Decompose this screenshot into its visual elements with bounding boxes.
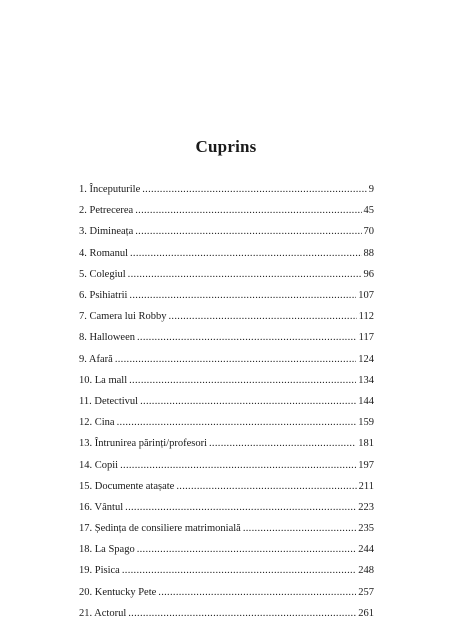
dot-leader bbox=[137, 544, 357, 555]
toc-entry bbox=[79, 454, 374, 475]
dot-leader bbox=[122, 565, 356, 576]
dot-leader bbox=[135, 205, 361, 216]
dot-leader bbox=[137, 332, 357, 343]
dot-leader bbox=[125, 502, 356, 513]
toc-entry-page-number: 223 bbox=[358, 501, 374, 513]
toc-entry-title: 16. Vântul bbox=[79, 501, 124, 513]
toc-entry bbox=[79, 518, 374, 539]
dot-leader bbox=[128, 608, 356, 619]
toc-entry-page-number: 244 bbox=[358, 544, 374, 556]
dot-leader bbox=[169, 311, 357, 322]
toc-entry-title: 7. Camera lui Robby bbox=[79, 311, 167, 323]
toc-entry-page-number: 88 bbox=[363, 247, 374, 259]
toc-entry bbox=[79, 306, 374, 327]
dot-leader bbox=[135, 226, 361, 237]
dot-leader bbox=[115, 354, 356, 365]
toc-entry-title: 21. Actorul bbox=[79, 607, 127, 619]
toc-entry-title: 20. Kentucky Pete bbox=[79, 586, 157, 598]
toc-entry bbox=[79, 560, 374, 581]
toc-entry bbox=[79, 179, 374, 200]
toc-entry bbox=[79, 603, 374, 624]
toc-entry-page-number: 134 bbox=[358, 374, 374, 386]
toc-entry bbox=[79, 370, 374, 391]
toc-entry bbox=[79, 433, 374, 454]
toc-entry-page-number: 9 bbox=[368, 184, 374, 196]
dot-leader bbox=[130, 248, 362, 259]
dot-leader bbox=[142, 184, 367, 195]
toc-entry bbox=[79, 349, 374, 370]
toc-entry bbox=[79, 327, 374, 348]
toc-entry-title: 1. Începuturile bbox=[79, 184, 141, 196]
toc-entry bbox=[79, 476, 374, 497]
dot-leader bbox=[158, 587, 356, 598]
toc-entry-page-number: 112 bbox=[358, 311, 374, 323]
toc-entry bbox=[79, 412, 374, 433]
toc-entry bbox=[79, 243, 374, 264]
toc-entry-page-number: 159 bbox=[358, 417, 374, 429]
toc-entry bbox=[79, 391, 374, 412]
toc-entry bbox=[79, 497, 374, 518]
toc-entry-page-number: 124 bbox=[358, 353, 374, 365]
toc-entry-title: 11. Detectivul bbox=[79, 395, 139, 407]
toc-entry-title: 8. Halloween bbox=[79, 332, 135, 344]
dot-leader bbox=[243, 523, 356, 534]
toc-entry-page-number: 181 bbox=[358, 438, 374, 450]
dot-leader bbox=[209, 438, 356, 449]
toc-entry-page-number: 257 bbox=[358, 586, 374, 598]
toc-entry bbox=[79, 539, 374, 560]
toc-title: Cuprins bbox=[195, 137, 257, 156]
toc-entry-title: 17. Ședința de consiliere matrimonială bbox=[79, 523, 241, 535]
toc-entry-title: 19. Pisica bbox=[79, 565, 120, 577]
toc-entry bbox=[79, 285, 374, 306]
toc-entry-title: 10. La mall bbox=[79, 374, 128, 386]
dot-leader bbox=[128, 269, 362, 280]
toc-entry-page-number: 144 bbox=[358, 395, 374, 407]
toc-entry-page-number: 197 bbox=[358, 459, 374, 471]
toc-entry-title: 2. Petrecerea bbox=[79, 205, 134, 217]
toc-entry-title: 12. Cina bbox=[79, 417, 115, 429]
toc-entry-title: 18. La Spago bbox=[79, 544, 135, 556]
toc-entry-title: 4. Romanul bbox=[79, 247, 128, 259]
toc-entry-page-number: 211 bbox=[358, 480, 374, 492]
toc-entry-page-number: 96 bbox=[363, 268, 374, 280]
toc-entry bbox=[79, 200, 374, 221]
toc-entry bbox=[79, 582, 374, 603]
toc-entry-title: 15. Documente atașate bbox=[79, 480, 175, 492]
toc-entry-page-number: 261 bbox=[358, 607, 374, 619]
toc-entry bbox=[79, 221, 374, 242]
toc-entry-title: 13. Întrunirea părinți/profesori bbox=[79, 438, 207, 450]
toc-entry-page-number: 70 bbox=[363, 226, 374, 238]
toc-entry-page-number: 45 bbox=[363, 205, 374, 217]
toc-entry-page-number: 248 bbox=[358, 565, 374, 577]
toc-entry-page-number: 107 bbox=[358, 290, 374, 302]
table-of-contents bbox=[79, 179, 374, 624]
toc-entry-title: 9. Afară bbox=[79, 353, 113, 365]
dot-leader bbox=[176, 481, 356, 492]
dot-leader bbox=[120, 460, 356, 471]
toc-entry-page-number: 235 bbox=[358, 523, 374, 535]
toc-entry-title: 3. Dimineața bbox=[79, 226, 134, 238]
dot-leader bbox=[117, 417, 357, 428]
toc-entry bbox=[79, 264, 374, 285]
toc-entry-title: 14. Copii bbox=[79, 459, 119, 471]
toc-entry-title: 6. Psihiatrii bbox=[79, 290, 128, 302]
dot-leader bbox=[129, 290, 356, 301]
dot-leader bbox=[140, 396, 356, 407]
toc-entry-title: 5. Colegiul bbox=[79, 268, 126, 280]
dot-leader bbox=[129, 375, 356, 386]
toc-entry-page-number: 117 bbox=[358, 332, 374, 344]
